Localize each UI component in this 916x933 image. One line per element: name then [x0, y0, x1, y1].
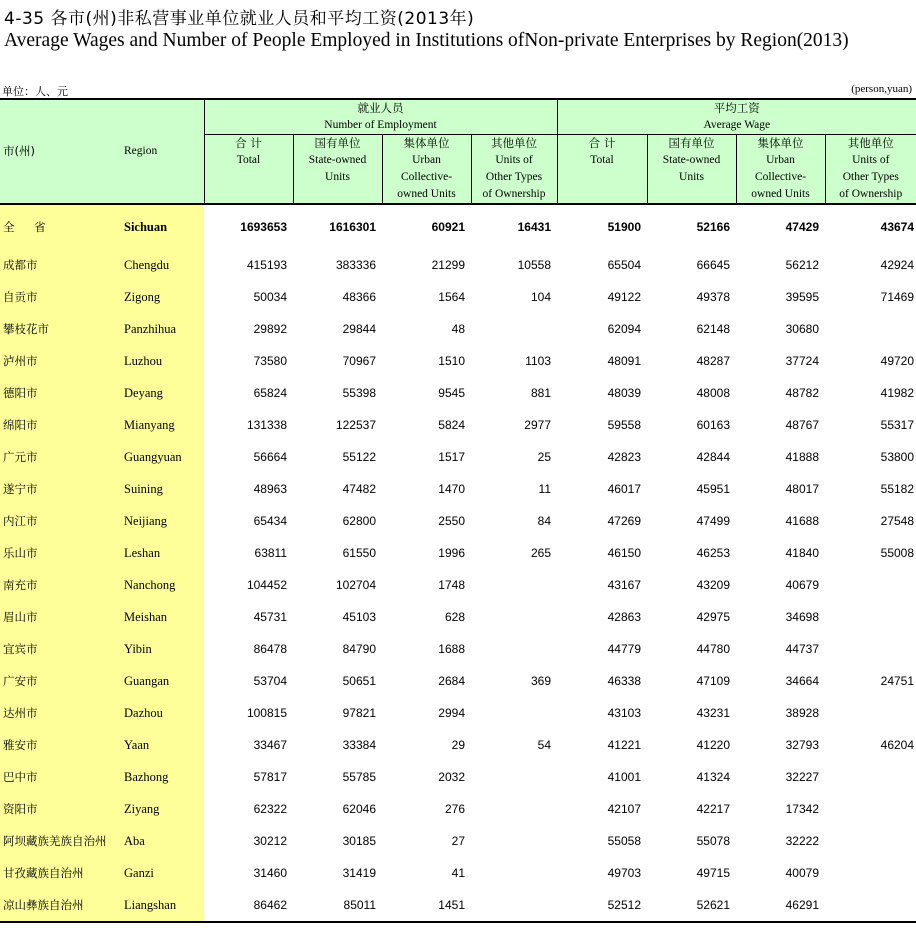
- header-emp-other-en1: Units of: [495, 154, 533, 166]
- cell-region: Bazhong: [121, 761, 204, 793]
- cell-emp-coll: 9545: [438, 386, 465, 400]
- table-row: [0, 377, 916, 409]
- cell-city: 攀枝花市: [0, 313, 121, 345]
- cell-wage-total: 48091: [607, 354, 641, 368]
- cell-emp-coll: 1688: [438, 642, 465, 656]
- cell-wage-coll: 32227: [785, 770, 819, 784]
- cell-wage-total: 42863: [607, 610, 641, 624]
- cell-emp-other: [471, 825, 557, 857]
- header-wage-other-cn: 其他单位: [847, 136, 894, 150]
- unit-label-cn: 单位：人、元: [2, 85, 68, 98]
- header-emp-state-en1: State-owned: [308, 154, 367, 166]
- cell-emp-state: 55122: [342, 450, 376, 464]
- cell-emp-total: 86462: [204, 889, 293, 922]
- cell-emp-other: [471, 889, 557, 922]
- cell-emp-coll: 2684: [438, 674, 465, 688]
- cell-emp-total: 86478: [253, 642, 287, 656]
- cell-emp-state: 55398: [342, 386, 376, 400]
- table-row: [0, 665, 916, 697]
- cell-emp-total: 62322: [253, 802, 287, 816]
- cell-region: Zigong: [121, 281, 204, 313]
- cell-region: Luzhou: [121, 345, 204, 377]
- cell-emp-total: 30212: [253, 834, 287, 848]
- header-emp-collective-en3: owned Units: [397, 188, 456, 200]
- cell-emp-coll: 60921: [431, 220, 465, 234]
- table-row: [0, 857, 916, 889]
- cell-wage-state: 42975: [696, 610, 730, 624]
- cell-emp-coll: 2032: [438, 770, 465, 784]
- cell-wage-coll: 38928: [785, 706, 819, 720]
- header-city-label: 市(州): [3, 143, 35, 158]
- header-wage-cn: 平均工资: [713, 101, 760, 115]
- table-row: [0, 729, 916, 761]
- cell-region: Chengdu: [121, 249, 204, 281]
- cell-emp-state: 1616301: [329, 220, 376, 234]
- cell-wage-total: 55058: [607, 834, 641, 848]
- cell-region: Ziyang: [121, 793, 204, 825]
- cell-wage-other: 24751: [880, 674, 915, 688]
- cell-emp-other: 369: [530, 674, 551, 688]
- cell-city: 遂宁市: [0, 473, 121, 505]
- cell-city: 阿坝藏族羌族自治州: [0, 825, 121, 857]
- cell-city: 巴中市: [0, 761, 121, 793]
- header-wage-total: [557, 135, 647, 205]
- cell-wage-total: 46017: [607, 482, 641, 496]
- table-row: [0, 505, 916, 537]
- cell-emp-total: 48963: [253, 482, 287, 496]
- cell-emp-total: 50034: [253, 290, 287, 304]
- cell-wage-total: 46150: [607, 546, 641, 560]
- cell-wage-coll: 47429: [785, 220, 819, 234]
- cell-wage-coll: 39595: [785, 290, 819, 304]
- cell-city: 宜宾市: [0, 633, 121, 665]
- cell-emp-other: [471, 793, 557, 825]
- cell-wage-state: 66645: [696, 258, 730, 272]
- cell-wage-coll: 48017: [785, 482, 819, 496]
- cell-wage-state: 62148: [696, 322, 730, 336]
- data-table: [0, 98, 916, 923]
- cell-emp-coll: 628: [444, 610, 465, 624]
- table-row: [0, 409, 916, 441]
- header-region: [121, 99, 204, 204]
- cell-wage-total: 46338: [607, 674, 641, 688]
- cell-wage-total: 62094: [607, 322, 641, 336]
- cell-region: Guangyuan: [121, 441, 204, 473]
- header-wage-collective-en3: owned Units: [751, 188, 810, 200]
- cell-wage-coll: 40679: [785, 578, 819, 592]
- cell-emp-state: 102704: [335, 578, 376, 592]
- cell-emp-other: 54: [537, 738, 551, 752]
- cell-wage-total: 43103: [607, 706, 641, 720]
- cell-city: 德阳市: [0, 377, 121, 409]
- cell-wage-other: [825, 697, 916, 729]
- cell-wage-other: [825, 313, 916, 345]
- header-emp-collective-en1: Urban: [412, 154, 441, 166]
- header-emp-collective-en2: Collective-: [400, 171, 453, 183]
- cell-emp-coll: 1451: [382, 889, 471, 922]
- cell-city: 绵阳市: [0, 409, 121, 441]
- cell-emp-state: 30185: [342, 834, 376, 848]
- cell-emp-coll: 1564: [438, 290, 465, 304]
- cell-city: 成都市: [0, 249, 121, 281]
- cell-city: 甘孜藏族自治州: [0, 857, 121, 889]
- cell-emp-total: 104452: [246, 578, 287, 592]
- cell-city: 内江市: [0, 505, 121, 537]
- cell-emp-total: 65824: [253, 386, 287, 400]
- cell-region: Leshan: [121, 537, 204, 569]
- table-row: [0, 633, 916, 665]
- cell-city: 达州市: [0, 697, 121, 729]
- cell-wage-total: 52512: [557, 889, 647, 922]
- cell-wage-state: 48287: [696, 354, 730, 368]
- cell-region: Guangan: [121, 665, 204, 697]
- cell-wage-coll: 40079: [785, 866, 819, 880]
- header-region-label: Region: [124, 145, 158, 157]
- cell-wage-other: [825, 857, 916, 889]
- table-row: [0, 313, 916, 345]
- cell-region: Yaan: [121, 729, 204, 761]
- cell-emp-other: 25: [537, 450, 551, 464]
- cell-emp-state: 85011: [293, 889, 382, 922]
- cell-wage-state: 52166: [696, 220, 730, 234]
- header-emp-total-cn: 合 计: [235, 136, 262, 150]
- cell-emp-state: 84790: [342, 642, 376, 656]
- cell-region: Deyang: [121, 377, 204, 409]
- cell-emp-state: 122537: [335, 418, 376, 432]
- header-employment-cn: 就业人员: [357, 101, 404, 115]
- cell-emp-other: 84: [537, 514, 551, 528]
- header-emp-state-en2: Units: [325, 171, 350, 183]
- cell-emp-coll: 48: [451, 322, 465, 336]
- cell-emp-other: [471, 601, 557, 633]
- header-emp-total: [204, 135, 293, 205]
- cell-wage-coll: 44737: [785, 642, 819, 656]
- cell-emp-total: 73580: [253, 354, 287, 368]
- header-emp-other-en2: Other Types: [485, 171, 543, 183]
- cell-emp-state: 47482: [342, 482, 376, 496]
- cell-wage-state: 42217: [696, 802, 730, 816]
- cell-city: 乐山市: [0, 537, 121, 569]
- cell-wage-total: 51900: [607, 220, 641, 234]
- cell-emp-other: [471, 633, 557, 665]
- cell-wage-coll: 41840: [785, 546, 819, 560]
- cell-wage-total: 41221: [607, 738, 641, 752]
- header-wage-total-en: Total: [590, 154, 614, 166]
- cell-region: Aba: [121, 825, 204, 857]
- header-emp-collective: [382, 135, 471, 205]
- cell-wage-state: 41220: [696, 738, 730, 752]
- cell-emp-coll: 2994: [438, 706, 465, 720]
- page-title-cn: 4-35 各市(州)非私营事业单位就业人员和平均工资(2013年): [4, 9, 475, 29]
- cell-wage-coll: 34664: [785, 674, 819, 688]
- cell-emp-coll: 21299: [431, 258, 465, 272]
- cell-region: Ganzi: [121, 857, 204, 889]
- cell-wage-state: 60163: [696, 418, 730, 432]
- header-wage-collective-en2: Collective-: [754, 171, 807, 183]
- table-row: [0, 473, 916, 505]
- cell-wage-total: 48039: [607, 386, 641, 400]
- cell-wage-other: [825, 601, 916, 633]
- cell-region: Meishan: [121, 601, 204, 633]
- cell-region: Panzhihua: [121, 313, 204, 345]
- cell-wage-coll: 30680: [785, 322, 819, 336]
- cell-wage-state: 46253: [696, 546, 730, 560]
- table-row: [0, 204, 916, 249]
- cell-emp-total: 1693653: [240, 220, 287, 234]
- cell-wage-coll: 32222: [785, 834, 819, 848]
- cell-wage-total: 49703: [607, 866, 641, 880]
- cell-emp-total: 45731: [253, 610, 287, 624]
- cell-wage-other: [825, 569, 916, 601]
- cell-emp-total: 56664: [253, 450, 287, 464]
- header-emp-collective-cn: 集体单位: [403, 136, 450, 150]
- cell-emp-total: 65434: [253, 514, 287, 528]
- cell-wage-total: 41001: [607, 770, 641, 784]
- table-row: [0, 569, 916, 601]
- header-employment-en: Number of Employment: [324, 119, 437, 131]
- cell-wage-state: 49715: [696, 866, 730, 880]
- cell-emp-total: 415193: [246, 258, 287, 272]
- cell-wage-total: 59558: [607, 418, 641, 432]
- cell-wage-coll: 48782: [785, 386, 819, 400]
- cell-emp-other: [471, 857, 557, 889]
- cell-wage-coll: 41688: [785, 514, 819, 528]
- cell-wage-state: 43231: [696, 706, 730, 720]
- cell-wage-other: 55182: [880, 482, 915, 496]
- header-wage-total-cn: 合 计: [588, 136, 616, 150]
- cell-wage-state: 44780: [696, 642, 730, 656]
- cell-wage-coll: 41888: [785, 450, 819, 464]
- cell-city: 资阳市: [0, 793, 121, 825]
- table-row: [0, 697, 916, 729]
- cell-emp-coll: 276: [444, 802, 465, 816]
- cell-emp-total: 53704: [253, 674, 287, 688]
- cell-wage-total: 42107: [607, 802, 641, 816]
- cell-wage-coll: 34698: [785, 610, 819, 624]
- cell-emp-other: [471, 569, 557, 601]
- table-row: [0, 601, 916, 633]
- header-wage-collective-cn: 集体单位: [757, 136, 804, 150]
- table-row: [0, 537, 916, 569]
- cell-wage-other: 41982: [880, 386, 915, 400]
- header-wage-en: Average Wage: [703, 119, 771, 131]
- page-title-en: Average Wages and Number of People Employed in Institutions ofNon-private Enterprises by Region(2013): [4, 30, 849, 51]
- cell-wage-coll: 56212: [785, 258, 819, 272]
- cell-wage-total: 49122: [607, 290, 641, 304]
- cell-emp-coll: 1510: [438, 354, 465, 368]
- cell-emp-total: 31460: [253, 866, 287, 880]
- cell-wage-total: 47269: [607, 514, 641, 528]
- table-row: [0, 889, 916, 922]
- cell-wage-coll: 17342: [785, 802, 819, 816]
- cell-emp-coll: 5824: [438, 418, 465, 432]
- cell-emp-state: 61550: [342, 546, 376, 560]
- cell-city: 广元市: [0, 441, 121, 473]
- cell-wage-other: [825, 761, 916, 793]
- cell-emp-total: 57817: [253, 770, 287, 784]
- cell-city: 眉山市: [0, 601, 121, 633]
- header-emp-other-en3: of Ownership: [482, 188, 546, 200]
- cell-region: Neijiang: [121, 505, 204, 537]
- cell-city: 泸州市: [0, 345, 121, 377]
- header-wage: [557, 99, 916, 135]
- header-emp-other: [471, 135, 557, 205]
- cell-wage-state: 52621: [647, 889, 736, 922]
- cell-wage-state: 47499: [696, 514, 730, 528]
- cell-emp-other: [471, 761, 557, 793]
- cell-wage-other: [825, 793, 916, 825]
- cell-region: Liangshan: [121, 889, 204, 922]
- cell-emp-state: 29844: [342, 322, 376, 336]
- cell-wage-total: 43167: [607, 578, 641, 592]
- cell-wage-state: 48008: [696, 386, 730, 400]
- cell-wage-other: 46204: [880, 738, 915, 752]
- cell-wage-other: 71469: [880, 290, 915, 304]
- cell-wage-other: [825, 633, 916, 665]
- cell-emp-total: 63811: [254, 546, 287, 560]
- table-header: [0, 99, 916, 204]
- header-emp-other-cn: 其他单位: [491, 136, 537, 150]
- cell-emp-other: 104: [530, 290, 551, 304]
- cell-region: Mianyang: [121, 409, 204, 441]
- header-employment: [204, 99, 557, 135]
- cell-emp-other: 265: [530, 546, 551, 560]
- cell-wage-total: 44779: [607, 642, 641, 656]
- cell-wage-state: 47109: [696, 674, 730, 688]
- cell-emp-other: 2977: [524, 418, 551, 432]
- table-row: [0, 825, 916, 857]
- header-wage-other-en2: Other Types: [842, 171, 899, 183]
- cell-wage-state: 41324: [696, 770, 730, 784]
- cell-wage-other: 55008: [880, 546, 915, 560]
- header-wage-state-en1: State-owned: [662, 154, 721, 166]
- table-body: [0, 204, 916, 922]
- cell-emp-total: 29892: [253, 322, 287, 336]
- cell-emp-coll: 27: [451, 834, 465, 848]
- header-city: [0, 99, 121, 204]
- cell-city: 自贡市: [0, 281, 121, 313]
- table-row: [0, 761, 916, 793]
- cell-emp-coll: 2550: [438, 514, 465, 528]
- cell-emp-total: 131338: [246, 418, 287, 432]
- cell-emp-total: 100815: [246, 706, 287, 720]
- cell-emp-other: [471, 697, 557, 729]
- cell-emp-other: 10558: [517, 258, 551, 272]
- cell-emp-other: 1103: [525, 354, 551, 368]
- header-wage-collective-en1: Urban: [766, 154, 795, 166]
- table-row: [0, 249, 916, 281]
- table-row: [0, 281, 916, 313]
- cell-wage-other: [825, 889, 916, 922]
- unit-label-en: (person,yuan): [851, 83, 912, 95]
- cell-emp-coll: 29: [451, 738, 465, 752]
- cell-region: Dazhou: [121, 697, 204, 729]
- cell-emp-state: 97821: [342, 706, 376, 720]
- cell-emp-state: 62046: [342, 802, 376, 816]
- cell-region: Yibin: [121, 633, 204, 665]
- header-emp-state: [293, 135, 382, 205]
- header-wage-state-en2: Units: [679, 171, 704, 183]
- cell-city: 南充市: [0, 569, 121, 601]
- cell-wage-other: 42924: [880, 258, 915, 272]
- cell-region: Nanchong: [121, 569, 204, 601]
- cell-emp-other: 881: [530, 386, 551, 400]
- cell-emp-coll: 1517: [438, 450, 465, 464]
- cell-wage-state: 45951: [696, 482, 730, 496]
- cell-emp-coll: 1996: [438, 546, 465, 560]
- cell-city: 全 省: [0, 204, 121, 249]
- table-row: [0, 793, 916, 825]
- cell-emp-state: 383336: [335, 258, 376, 272]
- cell-region: Suining: [121, 473, 204, 505]
- cell-wage-coll: 46291: [736, 889, 825, 922]
- header-wage-other-en3: of Ownership: [839, 188, 903, 200]
- cell-wage-other: 49720: [880, 354, 915, 368]
- cell-wage-other: [825, 825, 916, 857]
- cell-emp-other: 16431: [517, 220, 551, 234]
- table-row: [0, 441, 916, 473]
- cell-emp-coll: 1470: [438, 482, 465, 496]
- header-wage-collective: [736, 135, 825, 205]
- cell-emp-total: 33467: [253, 738, 287, 752]
- cell-emp-state: 31419: [342, 866, 376, 880]
- cell-city: 凉山彝族自治州: [0, 889, 121, 922]
- cell-emp-other: [471, 313, 557, 345]
- cell-emp-state: 50651: [342, 674, 376, 688]
- cell-emp-state: 45103: [342, 610, 376, 624]
- cell-emp-state: 33384: [342, 738, 376, 752]
- cell-emp-state: 55785: [342, 770, 376, 784]
- header-wage-other-en1: Units of: [852, 154, 890, 166]
- table-row: [0, 345, 916, 377]
- header-wage-state-cn: 国有单位: [668, 136, 715, 150]
- cell-wage-state: 42844: [696, 450, 730, 464]
- cell-wage-state: 49378: [696, 290, 730, 304]
- cell-wage-state: 55078: [696, 834, 730, 848]
- cell-emp-state: 48366: [342, 290, 376, 304]
- cell-wage-other: 55317: [880, 418, 915, 432]
- cell-emp-state: 62800: [342, 514, 376, 528]
- cell-wage-coll: 37724: [785, 354, 819, 368]
- cell-region: Sichuan: [121, 204, 204, 249]
- header-wage-state: [647, 135, 736, 205]
- cell-emp-state: 70967: [342, 354, 376, 368]
- cell-emp-coll: 1748: [438, 578, 465, 592]
- cell-wage-other: 27548: [880, 514, 915, 528]
- cell-wage-other: 53800: [880, 450, 915, 464]
- header-wage-other: [825, 135, 916, 205]
- cell-wage-total: 65504: [607, 258, 641, 272]
- cell-wage-coll: 48767: [785, 418, 819, 432]
- cell-emp-other: 11: [538, 482, 551, 496]
- cell-city: 广安市: [0, 665, 121, 697]
- cell-wage-coll: 32793: [785, 738, 819, 752]
- header-emp-state-cn: 国有单位: [314, 136, 361, 150]
- cell-emp-coll: 41: [451, 866, 465, 880]
- cell-wage-other: 43674: [880, 220, 915, 234]
- cell-wage-total: 42823: [607, 450, 641, 464]
- cell-city: 雅安市: [0, 729, 121, 761]
- cell-wage-state: 43209: [696, 578, 730, 592]
- header-emp-total-en: Total: [236, 154, 261, 166]
